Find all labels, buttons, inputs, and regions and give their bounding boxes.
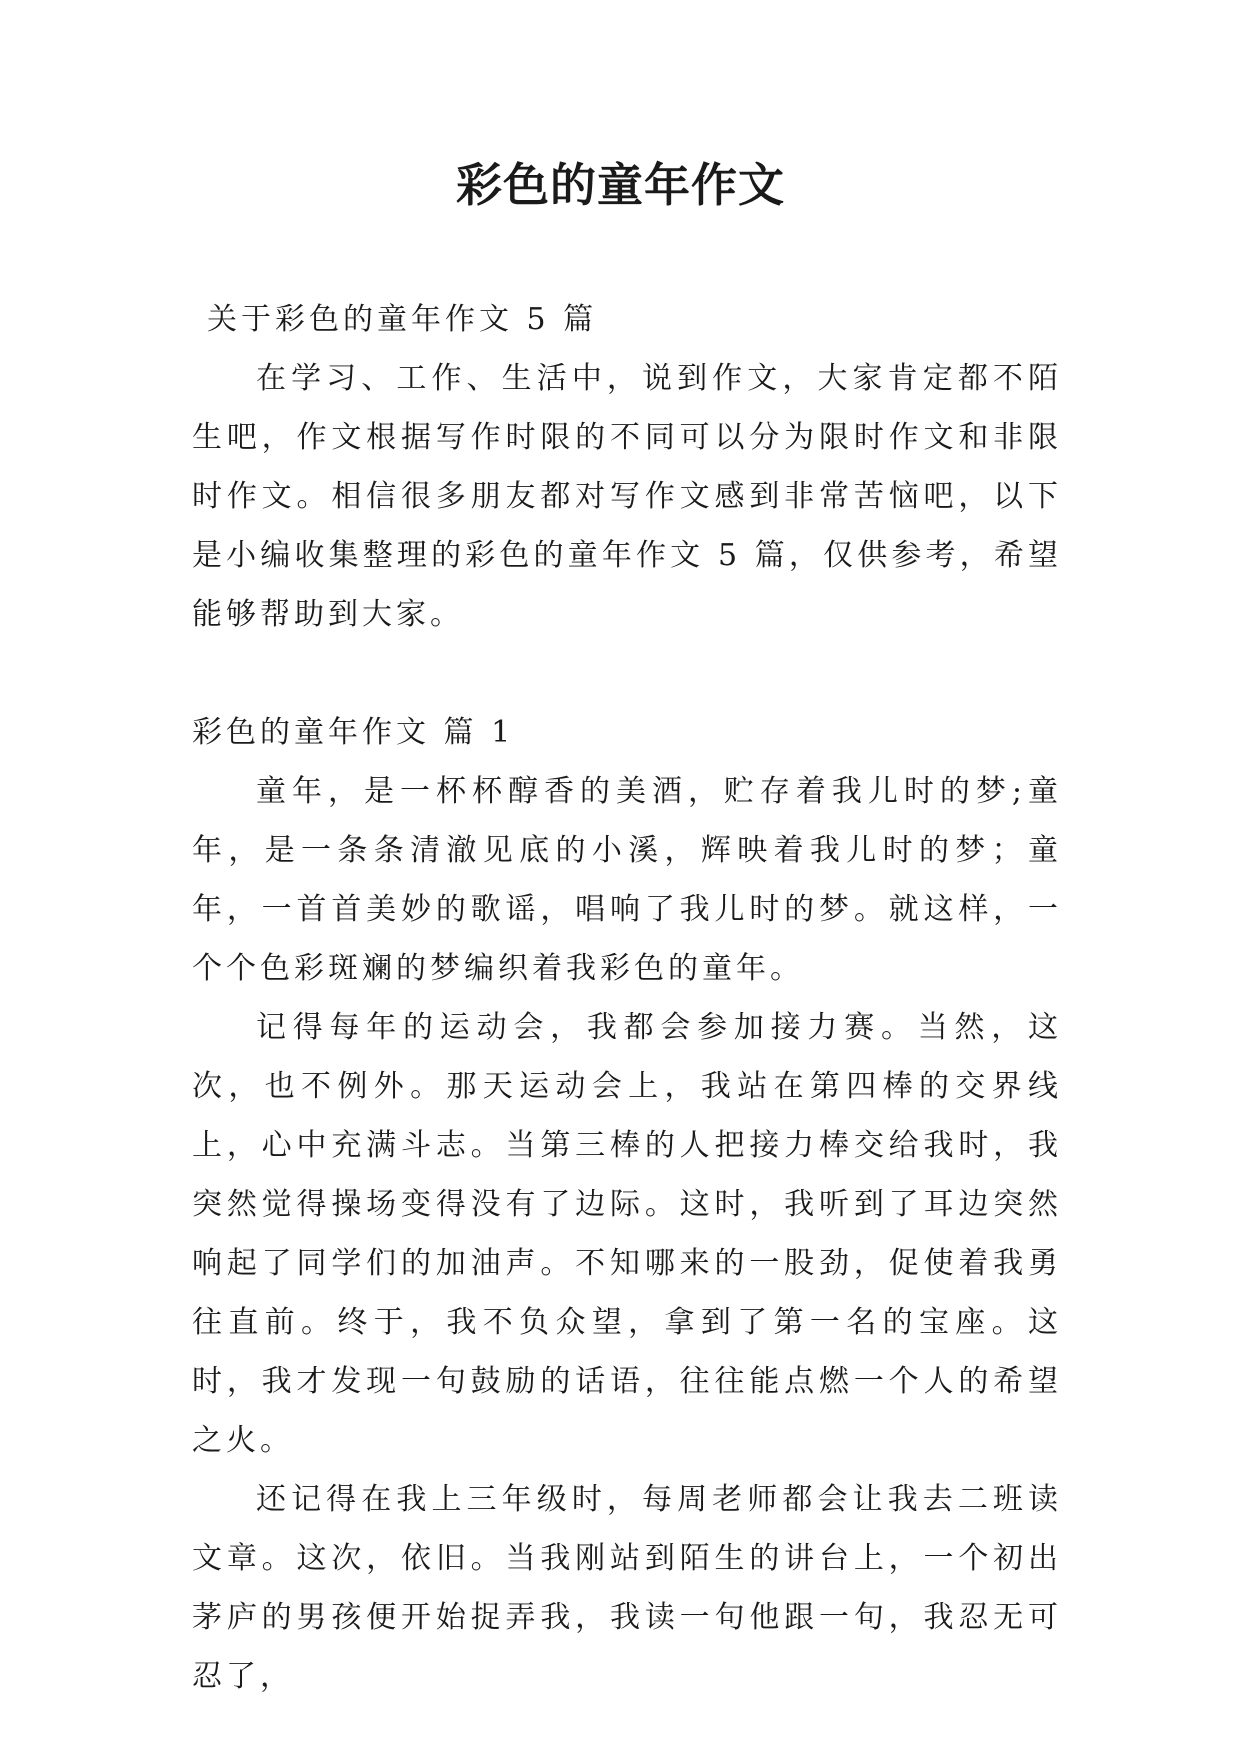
section-heading: 彩色的童年作文 篇 1: [192, 715, 515, 750]
paragraph-3: 还记得在我上三年级时，每周老师都会让我去二班读文章。这次，依旧。当我刚站到陌生的讲台上，一个初出茅庐的男孩便开始捉弄我，我读一句他跟一句，我忍无可忍了，: [192, 1482, 1062, 1694]
paragraph-1: 童年，是一杯杯醇香的美酒，贮存着我儿时的梦;童年，是一条条清澈见底的小溪，辉映着我儿时的梦；童年，一首首美妙的歌谣，唱响了我儿时的梦。就这样，一个个色彩斑斓的梦编织着我彩色的童年。: [192, 774, 1062, 986]
document-body: [192, 290, 1062, 1706]
intro-heading: 关于彩色的童年作文 5 篇: [207, 302, 598, 337]
document-title: 彩色的童年作文: [456, 158, 785, 212]
paragraph-2: 记得每年的运动会，我都会参加接力赛。当然，这次，也不例外。那天运动会上，我站在第四棒的交界线上，心中充满斗志。当第三棒的人把接力棒交给我时，我突然觉得操场变得没有了边际。这时，我听到了耳边突然响起了同学们的加油声。不知哪来的一股劲，促使着我勇往直前。终于，我不负众望，拿到了第一名的宝座。这时，我才发现一句鼓励的话语，往往能点燃一个人的希望之火。: [192, 1010, 1062, 1458]
intro-paragraph: 在学习、工作、生活中，说到作文，大家肯定都不陌生吧，作文根据写作时限的不同可以分为限时作文和非限时作文。相信很多朋友都对写作文感到非常苦恼吧，以下是小编收集整理的彩色的童年作文 5 篇，仅供参考，希望能够帮助到大家。: [192, 361, 1062, 632]
